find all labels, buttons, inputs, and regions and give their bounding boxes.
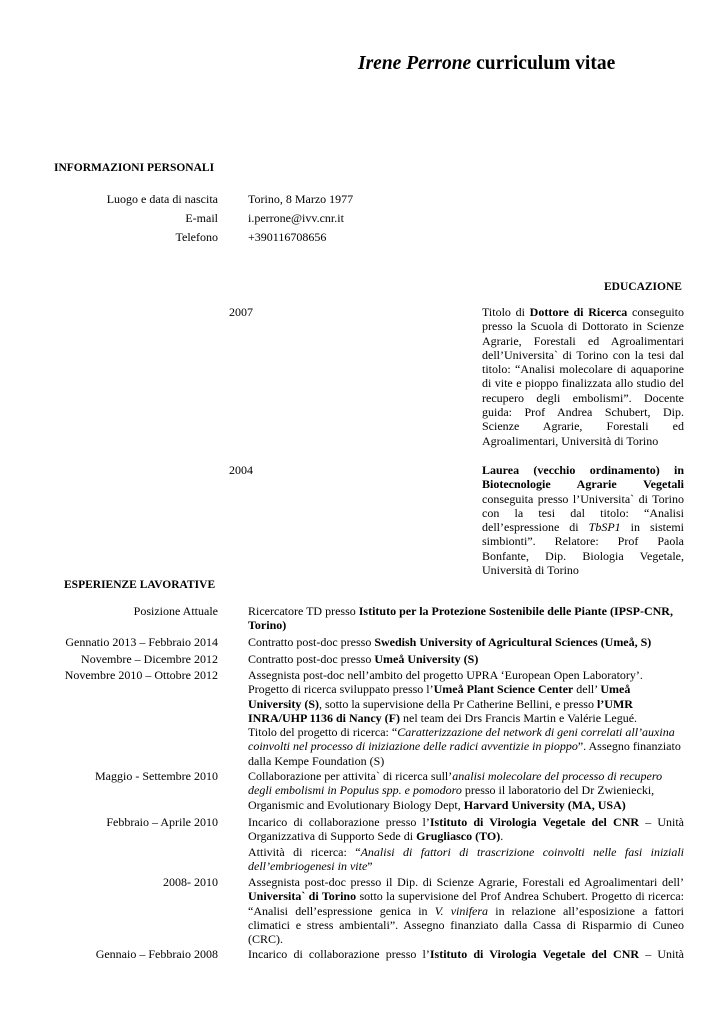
section-heading-experience: ESPERIENZE LAVORATIVE	[64, 579, 216, 591]
experience-label-cnr-2010: Febbraio – Aprile 2010	[106, 815, 218, 829]
experience-label-cnr-2008: Gennaio – Febbraio 2008	[95, 947, 218, 961]
education-text-phd: Titolo di Dottore di Ricerca conseguito presso la Scuola di Dottorato in Scienze Agrarie, Forestali ed Agroalimentari dell’Universita` di Torino con la tesi dal titolo: “Analisi molecolare di aquaporine di vite e pioppo finalizzata allo studio del recupero degli embolismi”. Docente guida: Prof Andrea Schubert, Dip. Scienze Agrarie, Forestali ed Agroalimentari, Università di Torino	[482, 305, 684, 448]
experience-label-slu: Gennatio 2013 – Febbraio 2014	[65, 635, 218, 649]
personal-label-email: E-mail	[185, 211, 218, 225]
personal-label-birth: Luogo e data di nascita	[106, 192, 218, 206]
experience-text-cnr-2010: Incarico di collaborazione presso l’Istituto di Virologia Vegetale del CNR – Unità Organizzativa di Supporto Sede di Grugliasco (TO). Attività di ricerca: “Analisi di fattori di trascrizione coinvolti nelle fasi iniziali dell’embriogenesi in vite”	[248, 815, 684, 873]
section-heading-education: EDUCAZIONE	[604, 281, 682, 293]
experience-text-upra: Assegnista post-doc nell’ambito del progetto UPRA ‘European Open Laboratory’. Progetto di ricerca sviluppato presso l’Umeå Plant Science Center dell’ Umeå University (S), sotto la supervisione della Pr Catherine Bellini, e presso l’UMR INRA/UHP 1136 di Nancy (F) nel team dei Drs Francis Martin e Valérie Legué. Titolo del progetto di ricerca: “Caratterizzazione del network di geni correlati all’auxina coinvolti nel processo di iniziazione delle radici avventizie in pioppo”. Assegno finanziato dalla Kempe Foundation (S)	[248, 668, 681, 768]
title-name: Irene Perrone	[358, 53, 472, 74]
personal-value-birth: Torino, 8 Marzo 1977	[248, 192, 354, 206]
experience-text-harvard: Collaborazione per attivita` di ricerca sull’analisi molecolare del processo di recupero degli embolismi in Populus spp. e pomodoro presso il laboratorio del Dr Zwieniecki, Organismic and Evolutionary Biology Dept, Harvard University (MA, USA)	[248, 769, 663, 812]
experience-label-harvard: Maggio - Settembre 2010	[95, 769, 218, 783]
page-title	[358, 52, 615, 76]
experience-label-upra: Novembre 2010 – Ottobre 2012	[64, 668, 218, 682]
experience-text-current: Ricercatore TD presso Istituto per la Protezione Sostenibile delle Piante (IPSP-CNR, Torino)	[248, 604, 673, 633]
experience-text-unito: Assegnista post-doc presso il Dip. di Scienze Agrarie, Forestali ed Agroalimentari dell’ Universita` di Torino sotto la supervisione del Prof Andrea Schubert. Progetto di ricerca: “Analisi dell’espressione genica in V. vinifera in relazione all’esposizione a fattori climatici e stress ambientali”. Assegno finanziato dalla Cassa di Risparmio di Cuneo (CRC).	[248, 875, 684, 947]
personal-value-email: i.perrone@ivv.cnr.it	[248, 211, 344, 225]
experience-label-unito: 2008- 2010	[163, 875, 218, 889]
experience-label-current: Posizione Attuale	[133, 604, 218, 618]
experience-text-cnr-2008: Incarico di collaborazione presso l’Istituto di Virologia Vegetale del CNR – Unità	[248, 947, 684, 961]
personal-value-phone: +390116708656	[248, 230, 327, 244]
section-heading-personal: INFORMAZIONI PERSONALI	[54, 162, 215, 174]
experience-label-umea: Novembre – Dicembre 2012	[81, 652, 218, 666]
experience-text-slu: Contratto post-doc presso Swedish University of Agricultural Sciences (Umeå, S)	[248, 635, 652, 649]
title-rest: curriculum vitae	[471, 53, 616, 74]
education-year-laurea: 2004	[229, 463, 253, 477]
education-year-phd: 2007	[229, 305, 253, 319]
experience-text-umea: Contratto post-doc presso Umeå University (S)	[248, 652, 479, 666]
personal-label-phone: Telefono	[175, 230, 218, 244]
education-text-laurea: Laurea (vecchio ordinamento) in Biotecnologie Agrarie Vegetali conseguita presso l’Universita` di Torino con la tesi dal titolo: “Analisi dell’espressione di TbSP1 in sistemi simbionti”. Relatore: Prof Paola Bonfante, Dip. Biologia Vegetale, Università di Torino	[482, 463, 684, 578]
